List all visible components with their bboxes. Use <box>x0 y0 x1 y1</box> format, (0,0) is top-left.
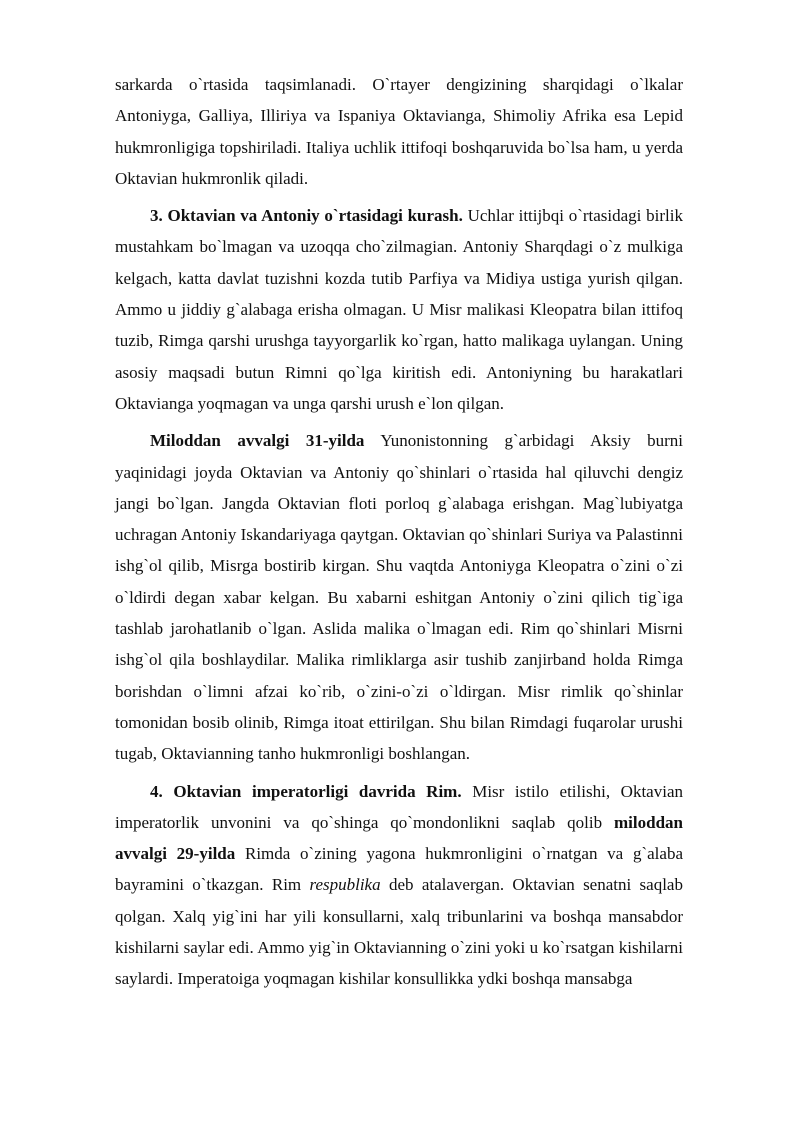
respublika-term: respublika <box>309 875 381 895</box>
document-page <box>115 69 683 995</box>
paragraph-4-text-e: deb atalavergan. Oktavian senatni saqlab qolgan. Xalq yig`ini har yili konsullarni, xalq tribunlarini va boshqa mansabdor kishilarni saylar edi. Ammo yig`in Oktavianning o`zini yoki u ko`rsatgan kishilarni saylardi. Imperatoiga yoqmagan kishilar konsullikka ydki boshqa mansabga <box>115 875 683 989</box>
paragraph-1-text: sarkarda o`rtasida taqsimlanadi. O`rtayer dengizining sharqidagi o`lkalar Antoniyga, Galliya, Illiriya va Ispaniya Oktavianga, Shimoliy Afrika esa Lepid hukmronligiga topshiriladi. Italiya uchlik ittifoqi boshqaruvida bo`lsa ham, u yerda Oktavian hukmronlik qiladi. <box>115 75 683 188</box>
paragraph-2-text: Uchlar ittijbqi o`rtasidagi birlik mustahkam bo`lmagan va uzoqqa cho`zilmagian. Antoniy Sharqdagi o`z mulkiga kelgach, katta davlat tuzishni kozda tutib Parfiya va Midiya ustiga yurish qilgan. Ammo u jiddiy g`alabaga erisha olmagan. U Misr malikasi Kleopatra bilan ittifoq tuzib, Rimga qarshi urushga tayyorgarlik ko`rgan, hatto malikaga uylangan. Uning asosiy maqsadi butun Rimni qo`lga kiritish edi. Antoniyning bu harakatlari Oktavianga yoqmagan va unga qarshi urush e`lon qilgan. <box>115 206 683 413</box>
section-3-heading: 3. Oktavian va Antoniy o`rtasidagi kurash. <box>150 206 463 226</box>
date-highlight-31bc: Miloddan avvalgi 31-yilda <box>150 431 365 451</box>
paragraph-1 <box>115 69 683 194</box>
paragraph-3 <box>115 425 683 769</box>
paragraph-3-text: Yunonistonning g`arbidagi Aksiy burni yaqinidagi joyda Oktavian va Antoniy qo`shinlari o`rtasida hal qiluvchi dengiz jangi bo`lgan. Jangda Oktavian floti porloq g`alabaga erishgan. Mag`lubiyatga uchragan Antoniy Iskandariyaga qaytgan. Oktavian qo`shinlari Suriya va Palastinni ishg`ol qilib, Misrga bostirib kirgan. Shu vaqtda Antoniyga Kleopatra o`zini o`zi o`ldirdi degan xabar kelgan. Bu xabarni eshitgan Antoniy o`zini qilich tig`iga tashlab jarohatlanib o`lgan. Aslida malika o`lmagan edi. Rim qo`shinlari Misrni ishg`ol qila boshlaydilar. Malika rimliklarga asir tushib zanjirband holda Rimga borishdan o`limni afzai ko`rib, o`zini-o`zi o`ldirgan. Misr rimlik qo`shinlar tomonidan bosib olinib, Rimga itoat ettirilgan. Shu bilan Rimdagi fuqarolar urushi tugab, Oktavianning tanho hukmronligi boshlangan. <box>115 431 683 764</box>
paragraph-2 <box>115 200 683 419</box>
section-4-heading: 4. Oktavian imperatorligi davrida Rim. <box>150 781 462 801</box>
paragraph-4 <box>115 776 683 995</box>
paragraph-4-text-c: Rimda o`zining yagona hukmronligini o`rnatgan va g`alaba bayramini o`tkazgan. Rim <box>115 844 683 895</box>
date-highlight-29bc: miloddan avvalgi 29-yilda <box>115 812 683 864</box>
paragraph-4-text-a: Misr istilo etilishi, Oktavian imperatorlik unvonini va qo`shinga qo`mondonlikni saqlab qolib <box>115 781 683 832</box>
